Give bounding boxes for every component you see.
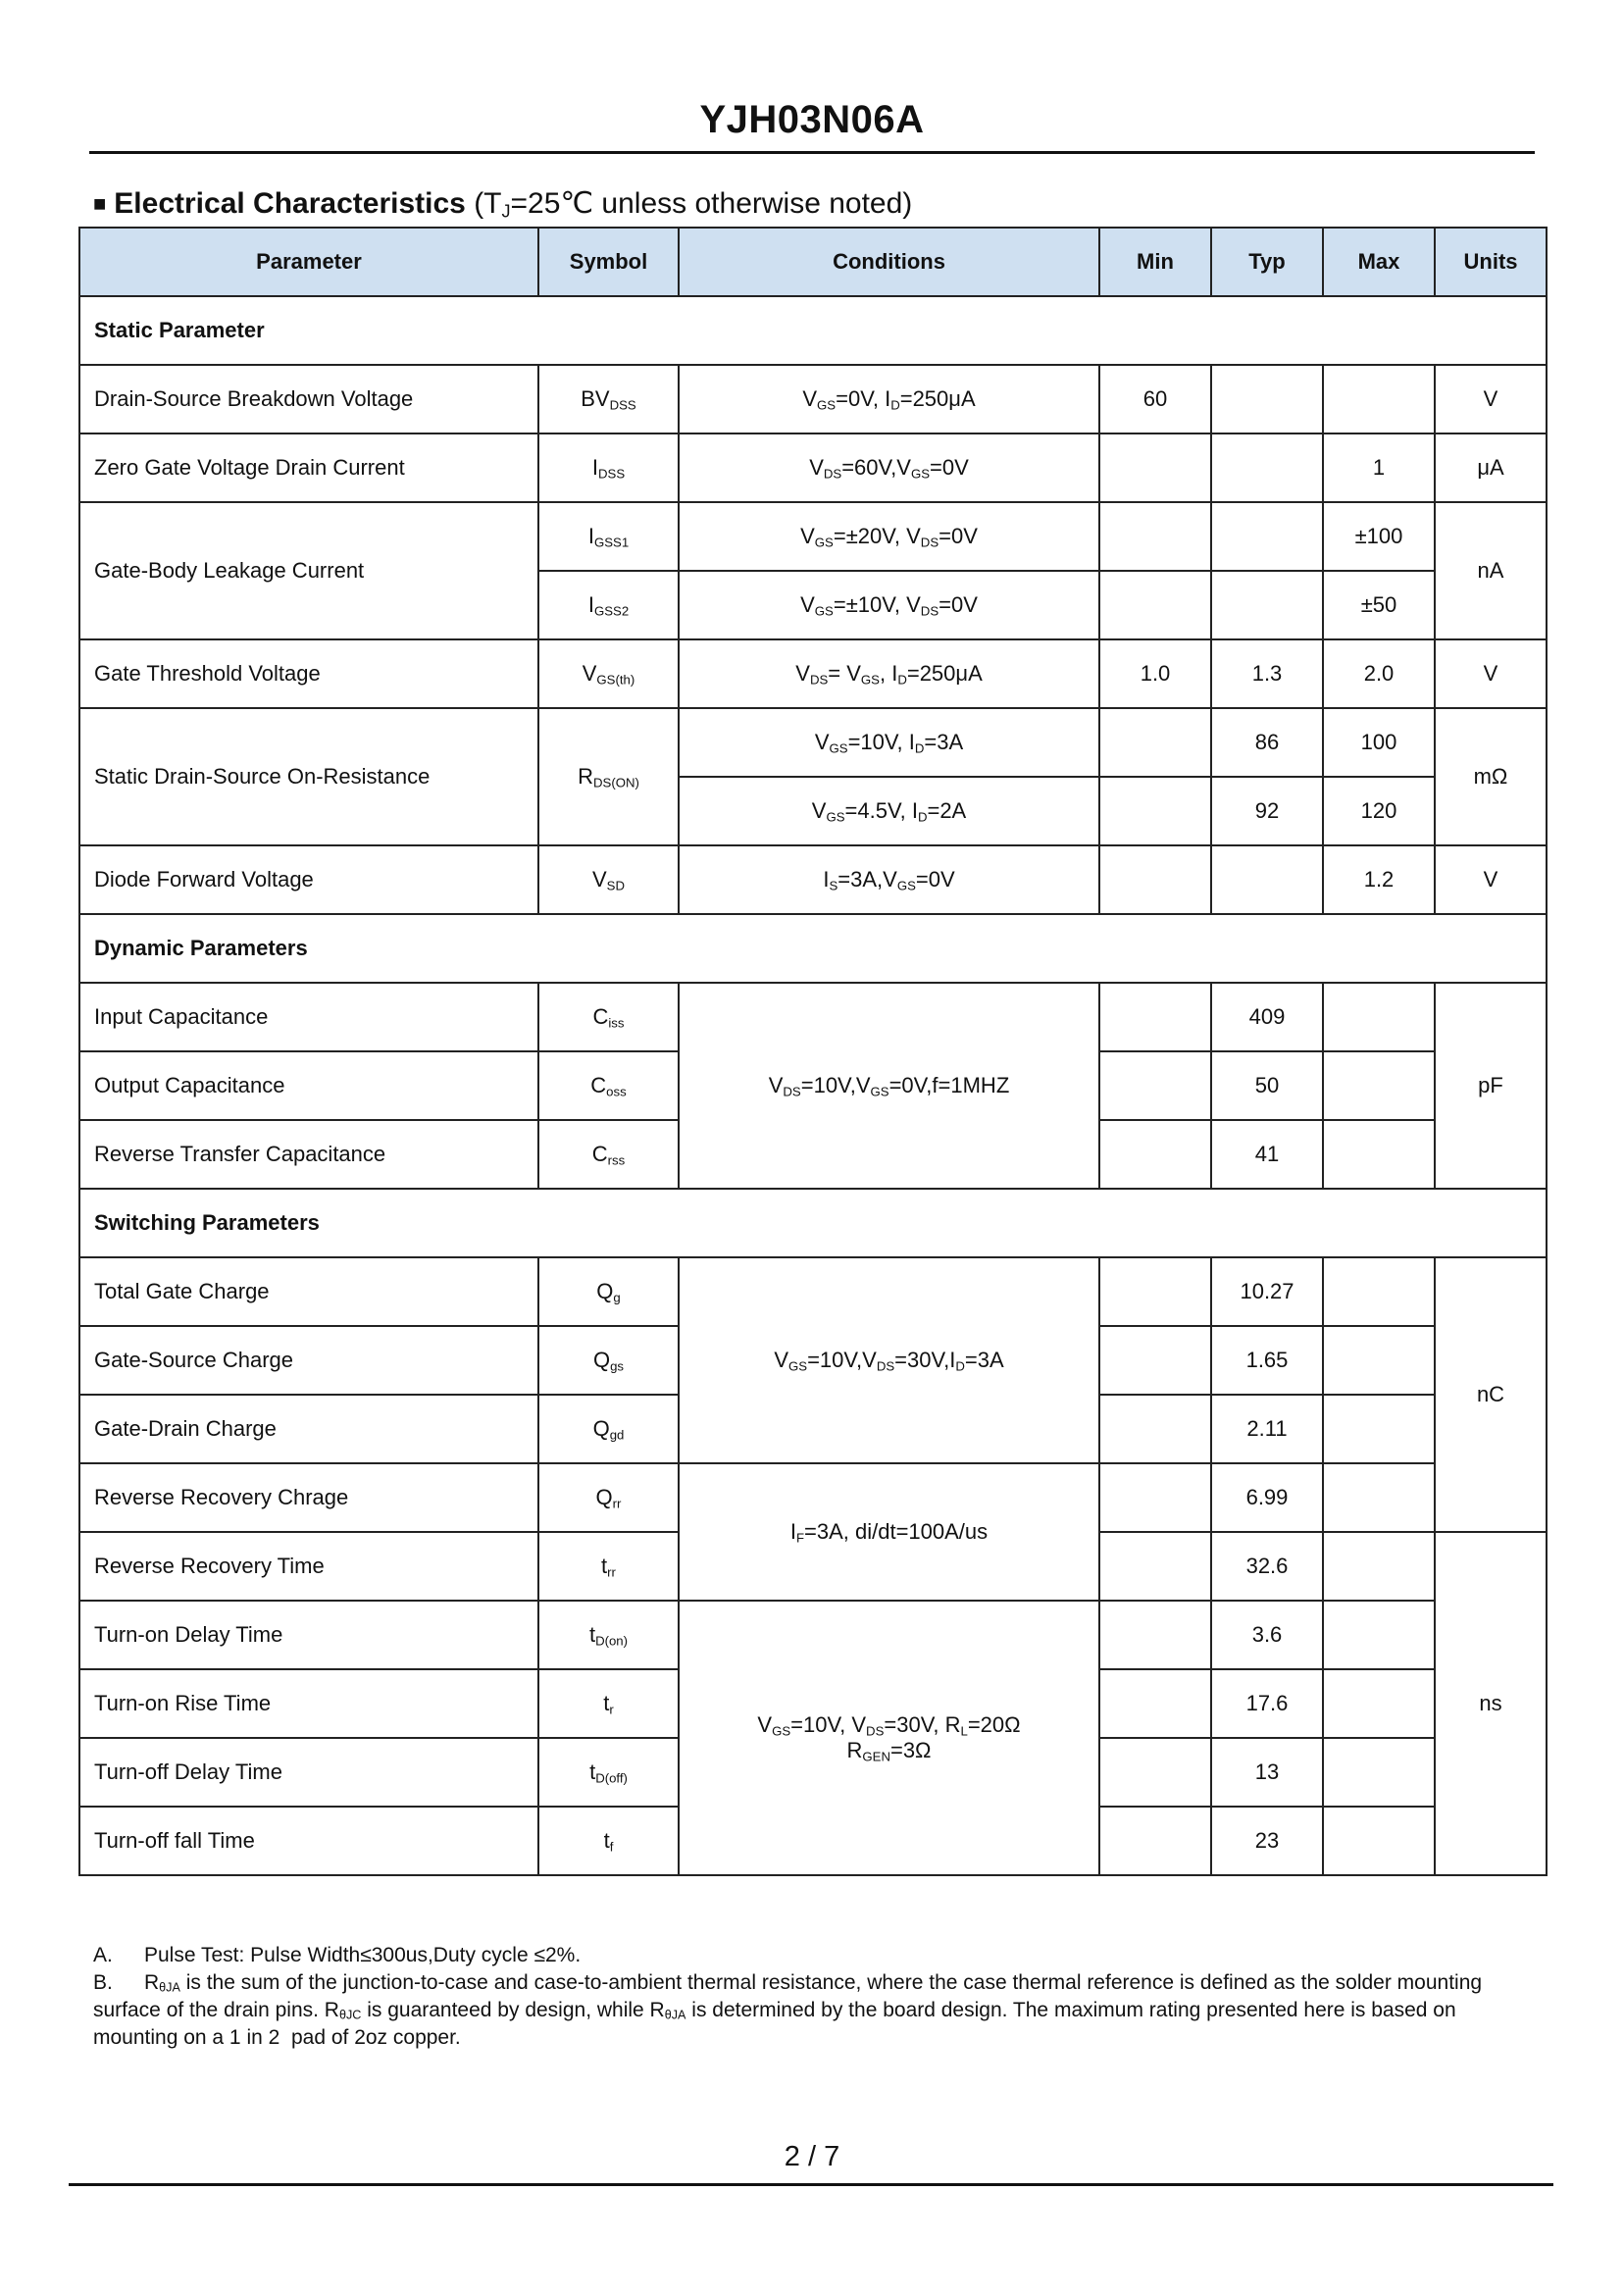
table-row-igss1 bbox=[79, 502, 1547, 571]
symbol-cell: $C_{iss}$ bbox=[538, 983, 679, 1051]
footnote-b: B. $R_{\theta JA}$ is the sum of the junction-to-case and case-to-ambient thermal resistance, where the case thermal reference is defined as the solder mounting surface of the drain pins. $R_{\theta JC}$ is guaranteed by design, while $R_{\theta JA}$ is determined by the board design. The maximum rating presented here is based on mounting on a 1 in 2 pad of 2oz copper. bbox=[93, 1971, 1483, 2049]
symbol-cell: $I_{GSS2}$ bbox=[538, 571, 679, 639]
symbol-cell: $t_{rr}$ bbox=[538, 1532, 679, 1601]
max-cell bbox=[1323, 1257, 1435, 1326]
column-header-units: Units bbox=[1435, 228, 1547, 296]
typ-cell bbox=[1211, 502, 1323, 571]
section-title: Electrical Characteristics bbox=[114, 187, 466, 220]
typ-cell bbox=[1211, 571, 1323, 639]
typ-cell: 2.11 bbox=[1211, 1395, 1323, 1463]
unit-cell: nC bbox=[1435, 1257, 1547, 1532]
typ-cell: 13 bbox=[1211, 1738, 1323, 1807]
document-title: YJH03N06A bbox=[699, 98, 925, 141]
unit-cell: μA bbox=[1435, 433, 1547, 502]
table-header-row bbox=[79, 228, 1547, 296]
min-cell bbox=[1099, 777, 1211, 845]
param-cell: Gate-Body Leakage Current bbox=[79, 502, 538, 639]
group-row-switching bbox=[79, 1189, 1547, 1257]
param-cell: Zero Gate Voltage Drain Current bbox=[79, 433, 538, 502]
param-cell: Turn-off fall Time bbox=[79, 1807, 538, 1875]
symbol-cell: $R_{DS(ON)}$ bbox=[538, 708, 679, 845]
symbol-cell: $C_{oss}$ bbox=[538, 1051, 679, 1120]
typ-cell: 41 bbox=[1211, 1120, 1323, 1189]
min-cell bbox=[1099, 845, 1211, 914]
page-number: 2 / 7 bbox=[784, 2141, 840, 2172]
typ-cell bbox=[1211, 365, 1323, 433]
param-cell: Turn-off Delay Time bbox=[79, 1738, 538, 1807]
title-divider bbox=[89, 151, 1535, 154]
table-row-rdson-1 bbox=[79, 708, 1547, 777]
max-cell bbox=[1323, 1601, 1435, 1669]
min-cell bbox=[1099, 502, 1211, 571]
table-row-qrr bbox=[79, 1463, 1547, 1532]
max-cell: 2.0 bbox=[1323, 639, 1435, 708]
conditions-cell: $V_{GS}=10V,V_{DS}=30V,I_D=3A$ bbox=[679, 1257, 1099, 1463]
table-row-bvdss bbox=[79, 365, 1547, 433]
conditions-cell: $V_{DS}=10V,V_{GS}=0V,f=1MHZ$ bbox=[679, 983, 1099, 1189]
table-row-ciss bbox=[79, 983, 1547, 1051]
table-row-tdon bbox=[79, 1601, 1547, 1669]
symbol-cell: $Q_{gd}$ bbox=[538, 1395, 679, 1463]
symbol-cell: $t_{D(on)}$ bbox=[538, 1601, 679, 1669]
typ-cell bbox=[1211, 845, 1323, 914]
unit-cell: nA bbox=[1435, 502, 1547, 639]
unit-cell: pF bbox=[1435, 983, 1547, 1189]
group-label: Switching Parameters bbox=[79, 1189, 1547, 1257]
section-heading bbox=[93, 186, 912, 221]
column-header-symbol: Symbol bbox=[538, 228, 679, 296]
min-cell bbox=[1099, 1257, 1211, 1326]
param-cell: Turn-on Rise Time bbox=[79, 1669, 538, 1738]
min-cell bbox=[1099, 1807, 1211, 1875]
group-row-dynamic bbox=[79, 914, 1547, 983]
typ-cell: 86 bbox=[1211, 708, 1323, 777]
typ-cell: 17.6 bbox=[1211, 1669, 1323, 1738]
max-cell bbox=[1323, 1326, 1435, 1395]
group-label: Static Parameter bbox=[79, 296, 1547, 365]
min-cell bbox=[1099, 1463, 1211, 1532]
unit-cell: mΩ bbox=[1435, 708, 1547, 845]
section-condition: ($T_J=25℃$ unless otherwise noted) bbox=[474, 187, 913, 222]
param-cell: Reverse Recovery Chrage bbox=[79, 1463, 538, 1532]
param-cell: Static Drain-Source On-Resistance bbox=[79, 708, 538, 845]
footer-divider bbox=[69, 2183, 1553, 2186]
typ-cell: 3.6 bbox=[1211, 1601, 1323, 1669]
table-row-idss bbox=[79, 433, 1547, 502]
typ-cell: 32.6 bbox=[1211, 1532, 1323, 1601]
column-header-min: Min bbox=[1099, 228, 1211, 296]
conditions-cell: $V_{GS}=\pm 20V$, $V_{DS}=0V$ bbox=[679, 502, 1099, 571]
conditions-cell: $V_{GS}=10V$, $V_{DS}=30V$, $R_L=20\Omega$ $R_{GEN}=3\Omega$ bbox=[679, 1601, 1099, 1875]
max-cell bbox=[1323, 1532, 1435, 1601]
min-cell: 1.0 bbox=[1099, 639, 1211, 708]
min-cell bbox=[1099, 1120, 1211, 1189]
square-bullet-icon: ■ bbox=[93, 191, 107, 216]
symbol-cell: $t_{D(off)}$ bbox=[538, 1738, 679, 1807]
unit-cell: V bbox=[1435, 639, 1547, 708]
max-cell bbox=[1323, 983, 1435, 1051]
max-cell bbox=[1323, 1051, 1435, 1120]
max-cell: ±50 bbox=[1323, 571, 1435, 639]
typ-cell: 50 bbox=[1211, 1051, 1323, 1120]
column-header-parameter: Parameter bbox=[79, 228, 538, 296]
symbol-cell: $I_{DSS}$ bbox=[538, 433, 679, 502]
typ-cell: 6.99 bbox=[1211, 1463, 1323, 1532]
param-cell: Gate-Source Charge bbox=[79, 1326, 538, 1395]
conditions-cell: $I_S=3A,V_{GS}=0V$ bbox=[679, 845, 1099, 914]
max-cell bbox=[1323, 1463, 1435, 1532]
min-cell bbox=[1099, 1669, 1211, 1738]
param-cell: Total Gate Charge bbox=[79, 1257, 538, 1326]
param-cell: Reverse Recovery Time bbox=[79, 1532, 538, 1601]
column-header-typ: Typ bbox=[1211, 228, 1323, 296]
max-cell bbox=[1323, 1395, 1435, 1463]
param-cell: Gate Threshold Voltage bbox=[79, 639, 538, 708]
conditions-cell: $I_F=3A$, di/dt=100A/us bbox=[679, 1463, 1099, 1601]
table-row-vsd bbox=[79, 845, 1547, 914]
group-row-static bbox=[79, 296, 1547, 365]
min-cell bbox=[1099, 1601, 1211, 1669]
param-cell: Turn-on Delay Time bbox=[79, 1601, 538, 1669]
min-cell bbox=[1099, 708, 1211, 777]
max-cell: ±100 bbox=[1323, 502, 1435, 571]
conditions-cell: $V_{DS}=60V,V_{GS}=0V$ bbox=[679, 433, 1099, 502]
min-cell bbox=[1099, 1532, 1211, 1601]
conditions-cell: $V_{GS}=10V$, $I_D=3A$ bbox=[679, 708, 1099, 777]
conditions-cell: $V_{GS}=4.5V$, $I_D=2A$ bbox=[679, 777, 1099, 845]
typ-cell: 409 bbox=[1211, 983, 1323, 1051]
param-cell: Drain-Source Breakdown Voltage bbox=[79, 365, 538, 433]
conditions-cell: $V_{DS}= V_{GS}$, $I_D=250\mu A$ bbox=[679, 639, 1099, 708]
max-cell bbox=[1323, 1807, 1435, 1875]
min-cell: 60 bbox=[1099, 365, 1211, 433]
typ-cell bbox=[1211, 433, 1323, 502]
min-cell bbox=[1099, 1395, 1211, 1463]
max-cell bbox=[1323, 1738, 1435, 1807]
footnote-a: A. Pulse Test: Pulse Width≤300us,Duty cycle ≤2%. bbox=[93, 1944, 582, 1966]
param-cell: Gate-Drain Charge bbox=[79, 1395, 538, 1463]
symbol-cell: $Q_{rr}$ bbox=[538, 1463, 679, 1532]
footnotes bbox=[93, 1942, 1486, 2052]
column-header-conditions: Conditions bbox=[679, 228, 1099, 296]
symbol-cell: $Q_g$ bbox=[538, 1257, 679, 1326]
typ-cell: 1.3 bbox=[1211, 639, 1323, 708]
symbol-cell: $Q_{gs}$ bbox=[538, 1326, 679, 1395]
max-cell: 120 bbox=[1323, 777, 1435, 845]
param-cell: Output Capacitance bbox=[79, 1051, 538, 1120]
unit-cell: ns bbox=[1435, 1532, 1547, 1875]
max-cell: 100 bbox=[1323, 708, 1435, 777]
min-cell bbox=[1099, 983, 1211, 1051]
symbol-cell: $BV_{DSS}$ bbox=[538, 365, 679, 433]
param-cell: Input Capacitance bbox=[79, 983, 538, 1051]
typ-cell: 92 bbox=[1211, 777, 1323, 845]
unit-cell: V bbox=[1435, 845, 1547, 914]
param-cell: Diode Forward Voltage bbox=[79, 845, 538, 914]
column-header-max: Max bbox=[1323, 228, 1435, 296]
min-cell bbox=[1099, 1738, 1211, 1807]
max-cell bbox=[1323, 1669, 1435, 1738]
group-label: Dynamic Parameters bbox=[79, 914, 1547, 983]
symbol-cell: $t_f$ bbox=[538, 1807, 679, 1875]
table-row-vgsth bbox=[79, 639, 1547, 708]
symbol-cell: $I_{GSS1}$ bbox=[538, 502, 679, 571]
typ-cell: 23 bbox=[1211, 1807, 1323, 1875]
symbol-cell: $C_{rss}$ bbox=[538, 1120, 679, 1189]
max-cell bbox=[1323, 365, 1435, 433]
unit-cell: V bbox=[1435, 365, 1547, 433]
symbol-cell: $t_r$ bbox=[538, 1669, 679, 1738]
min-cell bbox=[1099, 433, 1211, 502]
typ-cell: 1.65 bbox=[1211, 1326, 1323, 1395]
min-cell bbox=[1099, 571, 1211, 639]
max-cell bbox=[1323, 1120, 1435, 1189]
typ-cell: 10.27 bbox=[1211, 1257, 1323, 1326]
conditions-cell: $V_{GS}=\pm 10V$, $V_{DS}=0V$ bbox=[679, 571, 1099, 639]
max-cell: 1.2 bbox=[1323, 845, 1435, 914]
min-cell bbox=[1099, 1326, 1211, 1395]
param-cell: Reverse Transfer Capacitance bbox=[79, 1120, 538, 1189]
symbol-cell: $V_{SD}$ bbox=[538, 845, 679, 914]
symbol-cell: $V_{GS(th)}$ bbox=[538, 639, 679, 708]
table-row-qg bbox=[79, 1257, 1547, 1326]
max-cell: 1 bbox=[1323, 433, 1435, 502]
min-cell bbox=[1099, 1051, 1211, 1120]
conditions-cell: $V_{GS}=0V$, $I_D=250\mu A$ bbox=[679, 365, 1099, 433]
electrical-characteristics-table bbox=[78, 227, 1548, 1876]
